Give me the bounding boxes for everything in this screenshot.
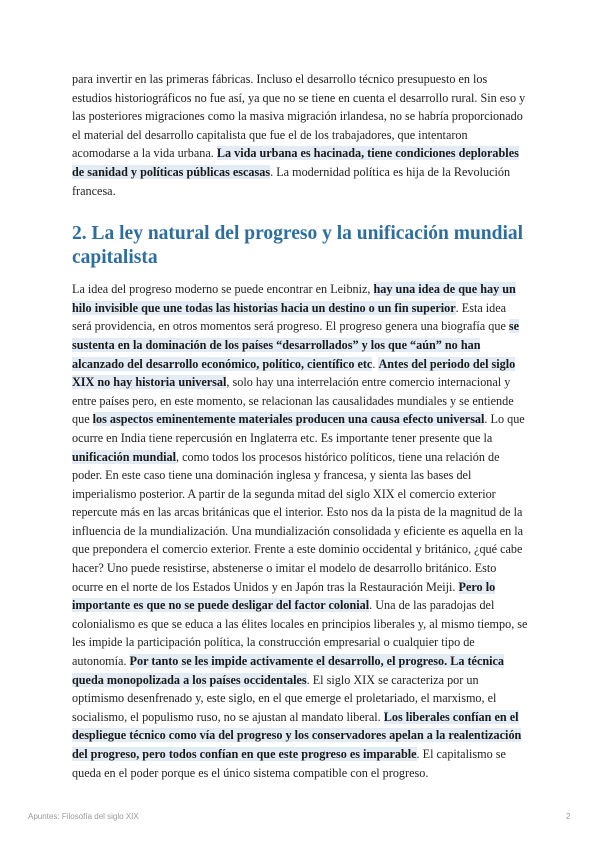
highlight-text: unificación mundial bbox=[72, 449, 176, 464]
intro-text: para invertir en las primeras fábricas. Incluso el desarrollo técnico presupuesto en los estudios historiográficos no fue así, ya que no se tiene en cuenta el desarrollo rural. Sin eso y las posteriores migraciones como la masiva migración irlandesa, no se habría proporcionado el material del desarrollo capitalista que fue el de los trabajadores, que intentaron acomodarse a la vida urbana. bbox=[72, 72, 526, 161]
highlight-text: Antes del periodo del siglo XIX no hay historia universal bbox=[72, 356, 516, 390]
body-text: . Una de las paradojas del colonialismo es que se educa a las élites locales en principios liberales y, al mismo tiempo, se les impide la participación política, la construcción empresarial o cualquier tipo de autonomía. bbox=[72, 598, 528, 669]
intro-paragraph bbox=[72, 70, 528, 200]
body-text: . Lo que ocurre en India tiene repercusión en Inglaterra etc. Es importante tener presente que la bbox=[72, 412, 525, 445]
body-text: . El siglo XIX se caracteriza por un optimismo desenfrenado y, este siglo, en el que emerge el proletariado, el marxismo, el socialismo, el populismo ruso, no se ajustan al mandato liberal. bbox=[72, 672, 497, 724]
body-text: La idea del progreso moderno se puede encontrar en Leibniz, bbox=[72, 282, 374, 297]
body-paragraph bbox=[72, 280, 528, 782]
highlight-text: Pero lo importante es que no se puede desligar del factor colonial bbox=[72, 579, 496, 613]
body-text: . Esta idea será providencia, en otros momentos será progreso. El progreso genera una biografía que bbox=[72, 300, 509, 334]
body-text: . bbox=[372, 356, 379, 371]
highlight-text: los aspectos eminentemente materiales producen una causa efecto universal bbox=[92, 412, 485, 427]
page-number: 2 bbox=[566, 812, 571, 821]
intro-text: . La modernidad política es hija de la Revolución francesa. bbox=[72, 164, 511, 198]
footer-title: Apuntes: Filosofía del siglo XIX bbox=[28, 812, 139, 821]
document-content bbox=[72, 70, 528, 782]
highlight-text: se sustenta en la dominación de los países “desarrollados” y los que “aún” no han alcanzado del desarrollo económico, político, científico etc bbox=[72, 319, 520, 371]
section-heading: 2. La ley natural del progreso y la unificación mundial capitalista bbox=[72, 223, 524, 269]
highlight-text: hay una idea de que hay un hilo invisible que une todas las historias hacia un destino o un fin superior bbox=[72, 282, 516, 315]
body-text: , solo hay una interrelación entre comercio internacional y entre países pero, en este momento, se relacionan las causalidades mundiales y se entiende que bbox=[72, 375, 514, 427]
highlight-text: La vida urbana es hacinada, tiene condiciones deplorables de sanidad y políticas públicas escasas bbox=[72, 146, 519, 179]
highlight-text: Los liberales confían en el despliegue técnico como vía del progreso y los conservadores apelan a la realentización del progreso, pero todos confían en que este progreso es imparable bbox=[72, 709, 522, 761]
body-text: . El capitalismo se queda en el poder porque es el único sistema compatible con el progreso. bbox=[72, 747, 506, 780]
highlight-text: Por tanto se les impide activamente el desarrollo, el progreso. La técnica queda monopolizada a los países occidentales bbox=[72, 654, 505, 687]
body-text: , como todos los procesos histórico políticos, tiene una relación de poder. En este caso tiene una dominación inglesa y francesa, y sienta las bases del imperialismo posterior. A partir de la segunda mitad del siglo XIX el comercio exterior repercute más en las arcas británicas que el interior. Esto nos da la pista de la magnitud de la influencia de la mundialización. Una mundialización consolidada y eficiente es aquella en la que prepondera el comercio exterior. Frente a este dominio occidental y británico, ¿qué cabe hacer? Uno puede resistirse, abstenerse o imitar el modelo de desarrollo británico. Esto ocurre en el norte de los Estados Unidos y en Japón tras la Restauración Meiji. bbox=[72, 449, 524, 594]
